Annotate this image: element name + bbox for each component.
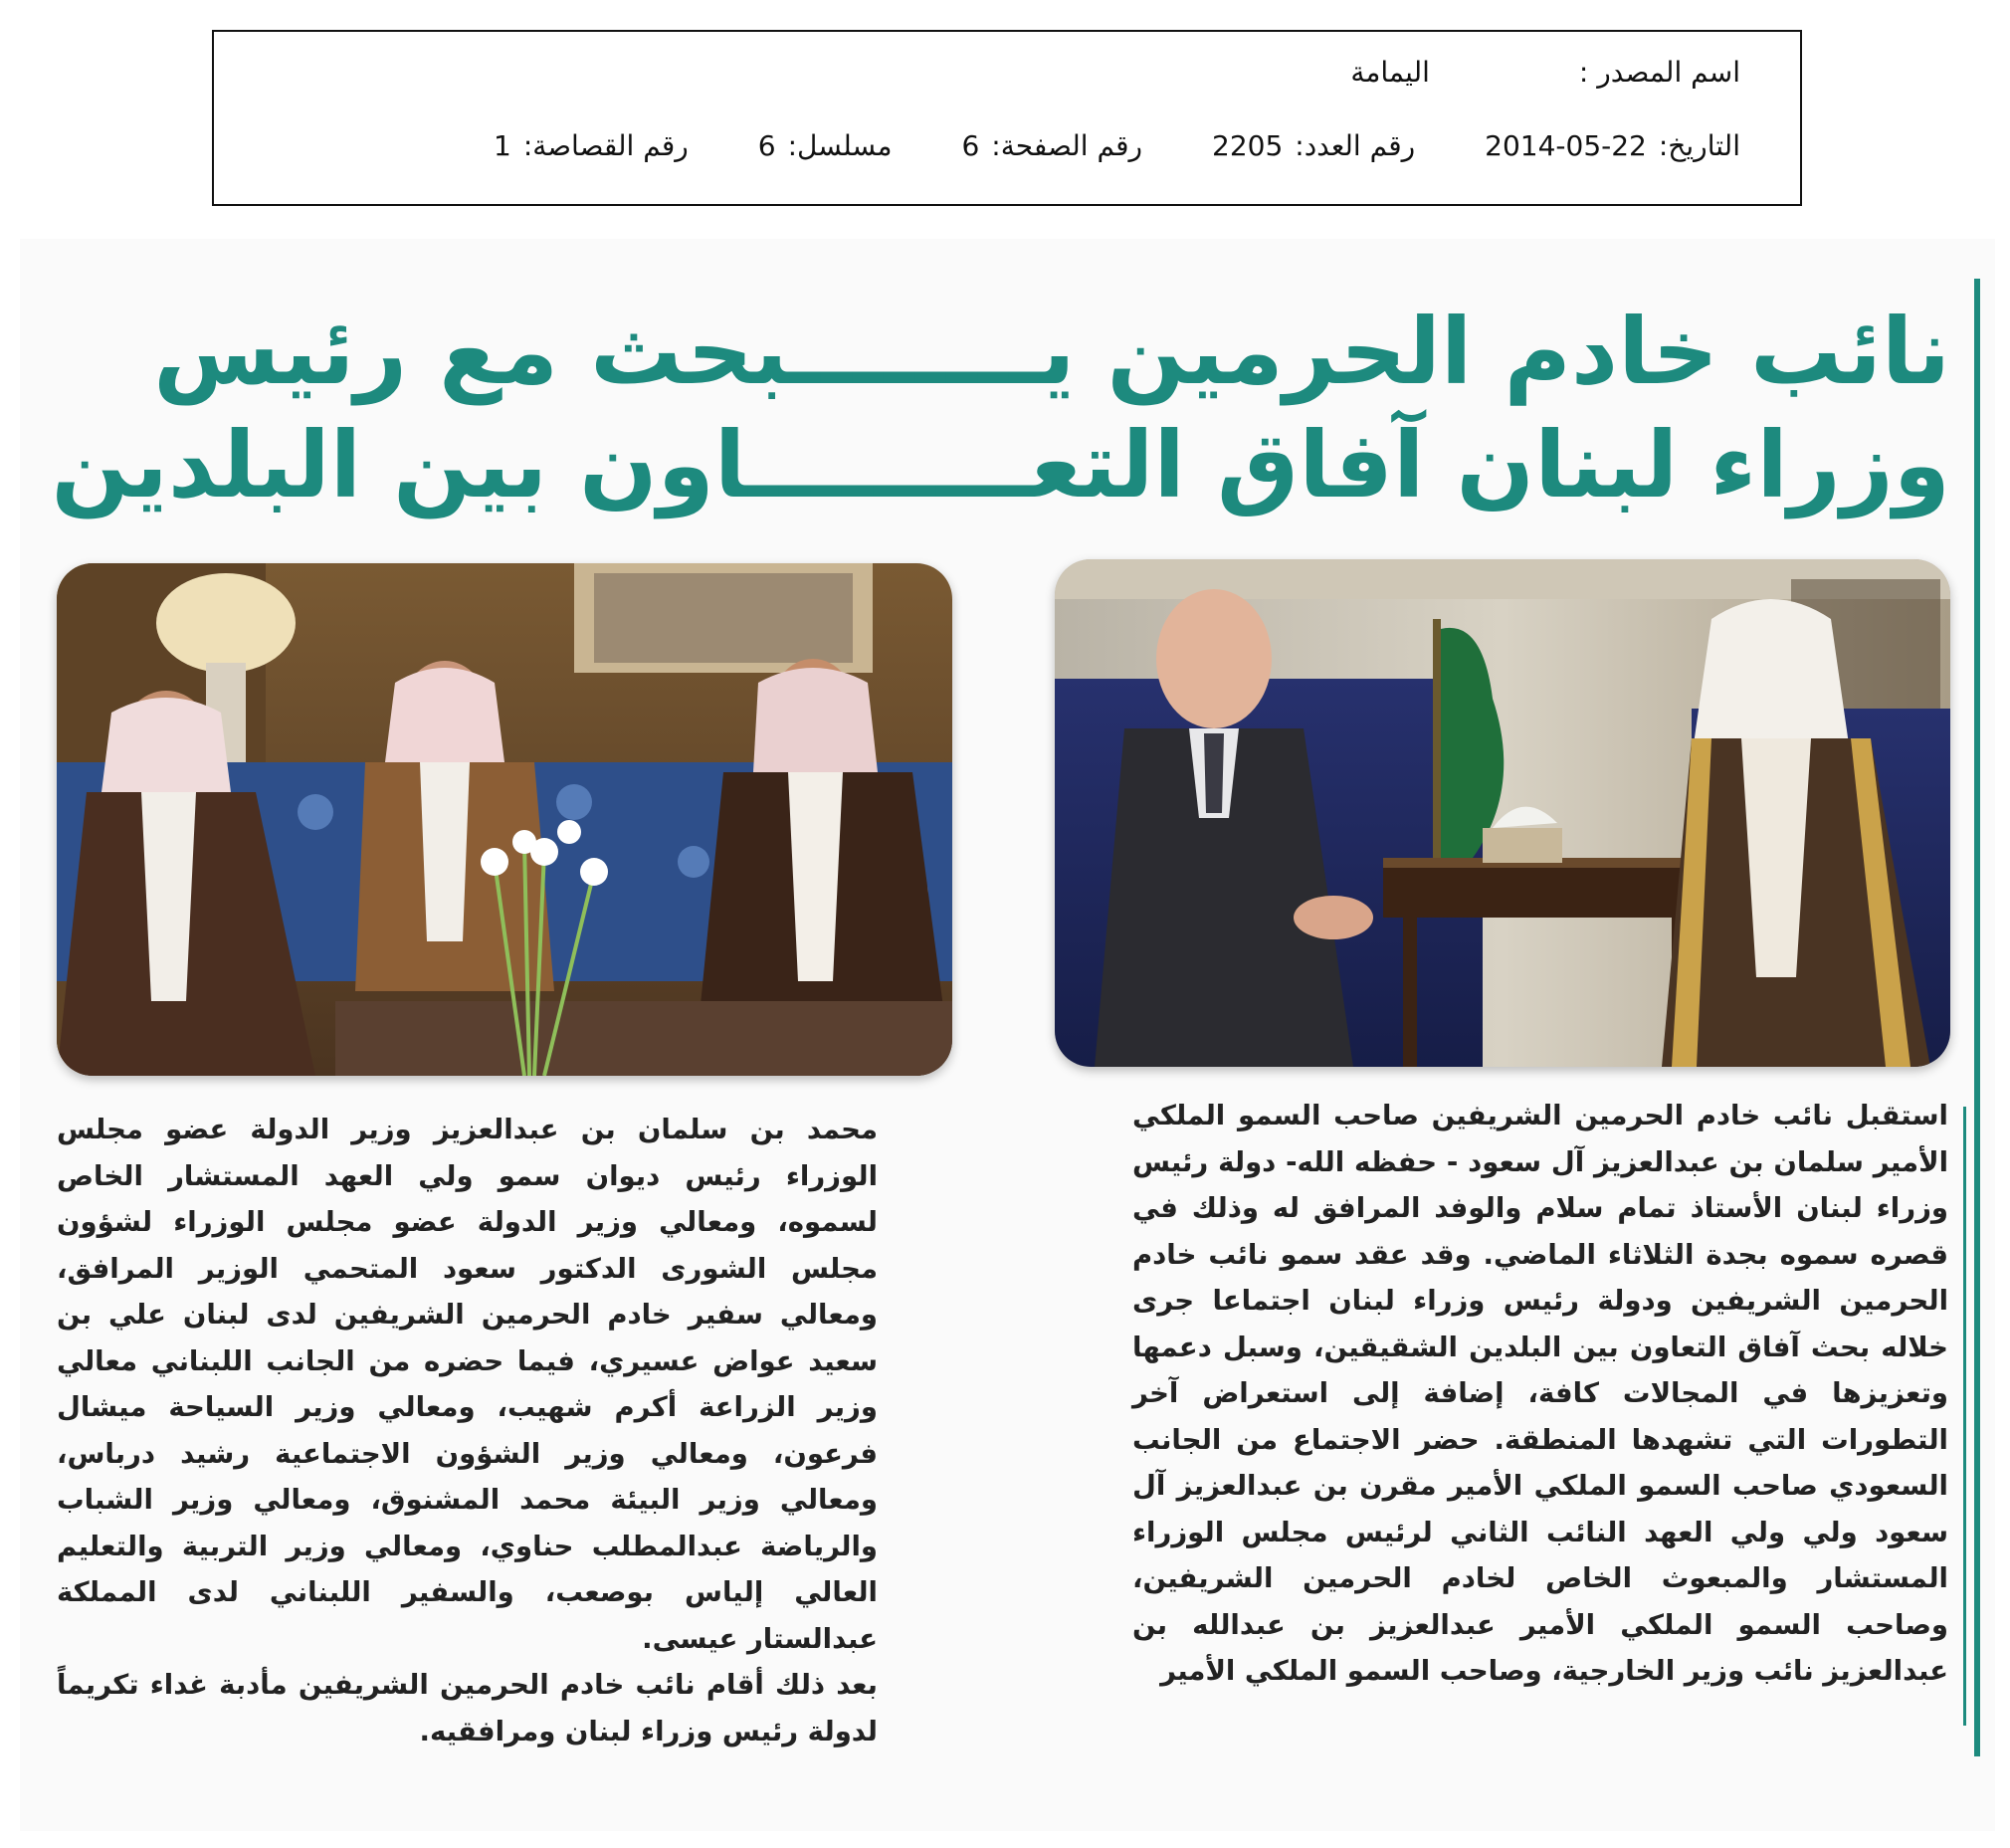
- page-value: 6: [961, 129, 980, 162]
- issue-value: 2205: [1212, 129, 1284, 162]
- article-paragraph: استقبل نائب خادم الحرمين الشريفين صاحب السمو الملكي الأمير سلمان بن عبدالعزيز آل سعود - حفظه الله- دولة رئيس وزراء لبنان الأستاذ تمام سلام والوفد المرافق له وذلك في قصره سموه بجدة الثلاثاء الماضي. وقد عقد سمو نائب خادم الحرمين الشريفين ودولة رئيس وزراء لبنان اجتماعا جرى خلاله بحث آفاق التعاون بين البلدين الشقيقين، وسبل دعمها وتعزيزها في المجالات كافة، إضافة إلى استعراض آخر التطورات التي تشهدها المنطقة. حضر الاجتماع من الجانب السعودي صاحب السمو الملكي الأمير مقرن بن عبدالعزيز آل سعود ولي ولي العهد النائب الثاني لرئيس مجلس الوزراء المستشار والمبعوث الخاص لخادم الحرمين الشريفين، وصاحب السمو الملكي الأمير عبدالعزيز بن عبدالله بن عبدالعزيز نائب وزير الخارجية، وصاحب السمو الملكي الأمير: [1132, 1100, 1948, 1687]
- issue-info-row: [494, 129, 1740, 163]
- serial-value: 6: [757, 129, 776, 162]
- source-row: [1350, 56, 1740, 90]
- source-info-box: [212, 30, 1802, 206]
- clip-label: رقم القصاصة:: [522, 129, 689, 162]
- issue-label: رقم العدد:: [1295, 129, 1416, 162]
- article-paragraph: بعد ذلك أقام نائب خادم الحرمين الشريفين مأدبة غداء تكريماً لدولة رئيس وزراء لبنان ومرافقيه.: [57, 1669, 878, 1747]
- serial-label: مسلسل:: [787, 129, 893, 162]
- accent-bar: [1974, 279, 1980, 1756]
- headline-line-2: وزراء لبنان آفاق التعـــــــــاون بين البلدين: [51, 412, 1950, 518]
- date-label: التاريخ:: [1658, 129, 1740, 162]
- page-label: رقم الصفحة:: [991, 129, 1143, 162]
- source-value: اليمامة: [1350, 56, 1430, 89]
- photo-officials: [57, 563, 952, 1076]
- source-label: اسم المصدر :: [1578, 56, 1740, 89]
- article-column-right: [1132, 1093, 1948, 1695]
- article-column-left: [57, 1107, 878, 1754]
- photo-officials-image: [57, 563, 952, 1076]
- photo-meeting: [1055, 559, 1950, 1067]
- clip-value: 1: [493, 129, 511, 162]
- photo-meeting-image: [1055, 559, 1950, 1067]
- headline-line-1: نائب خادم الحرمين يــــــــبحث مع رئيس: [153, 299, 1950, 405]
- article-paragraph: محمد بن سلمان بن عبدالعزيز وزير الدولة عضو مجلس الوزراء رئيس ديوان سمو ولي العهد المستشار الخاص لسموه، ومعالي وزير الدولة عضو مجلس الوزراء لشؤون مجلس الشورى الدكتور سعود المتحمي الوزير المرافق، ومعالي سفير خادم الحرمين الشريفين لدى لبنان علي بن سعيد عواض عسيري، فيما حضره من الجانب اللبناني معالي وزير الزراعة أكرم شهيب، ومعالي وزير السياحة ميشال فرعون، ومعالي وزير الشؤون الاجتماعية رشيد درباس، ومعالي وزير البيئة محمد المشنوق، ومعالي وزير الشباب والرياضة عبدالمطلب حناوي، ومعالي وزير التربية والتعليم العالي إلياس بوصعب، والسفير اللبناني لدى المملكة عبدالستار عيسى.: [57, 1114, 878, 1655]
- date-value: 2014-05-22: [1485, 129, 1647, 162]
